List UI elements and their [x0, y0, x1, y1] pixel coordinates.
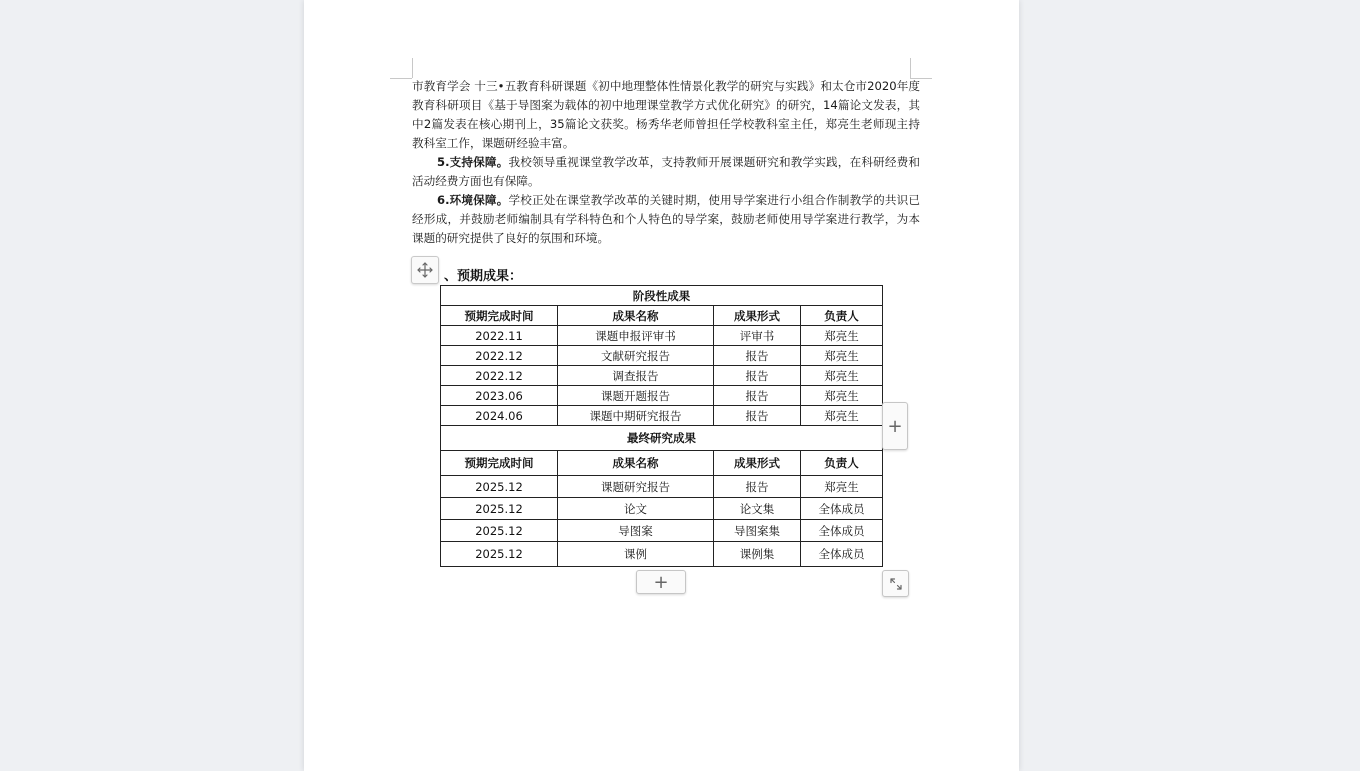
table-row — [441, 542, 883, 567]
add-row-button[interactable] — [636, 570, 686, 594]
add-column-button[interactable] — [882, 402, 908, 450]
header-cell[interactable]: 成果形式 — [714, 306, 801, 326]
body-text[interactable] — [412, 77, 920, 248]
paragraph-environment[interactable] — [412, 191, 920, 248]
table-cell[interactable]: 课例 — [558, 542, 714, 567]
table-cell[interactable]: 课题研究报告 — [558, 476, 714, 498]
table-cell[interactable]: 导图案 — [558, 520, 714, 542]
table-cell[interactable]: 2023.06 — [441, 386, 558, 406]
table-cell[interactable]: 2025.12 — [441, 498, 558, 520]
paragraph-environment-lead: 6.环境保障。 — [437, 193, 509, 207]
crop-mark-top-left-horizontal — [390, 78, 412, 79]
table-row — [441, 346, 883, 366]
table-cell[interactable]: 郑亮生 — [801, 476, 883, 498]
section-heading: 、预期成果： — [444, 269, 523, 284]
table-cell[interactable]: 评审书 — [714, 326, 801, 346]
table-move-handle[interactable] — [411, 256, 439, 284]
table-row — [441, 520, 883, 542]
table-cell[interactable]: 郑亮生 — [801, 386, 883, 406]
table-resize-handle[interactable] — [882, 570, 909, 597]
final-title-cell[interactable]: 最终研究成果 — [441, 426, 883, 451]
table-row — [441, 476, 883, 498]
table-cell[interactable]: 2025.12 — [441, 520, 558, 542]
paragraph-environment-text: 学校正处在课堂教学改革的关键时期，使用导学案进行小组合作制教学的共识已经形成，并鼓励老师编制具有学科特色和个人特色的导学案，鼓励老师使用导学案进行教学，为本课题的研究提供了良好的氛围和环境。 — [412, 193, 920, 245]
table-cell[interactable]: 报告 — [714, 406, 801, 426]
stage-title-cell[interactable]: 阶段性成果 — [441, 286, 883, 306]
table-cell[interactable]: 课例集 — [714, 542, 801, 567]
final-title-row — [441, 426, 883, 451]
table-cell[interactable]: 2025.12 — [441, 542, 558, 567]
table-cell[interactable]: 郑亮生 — [801, 406, 883, 426]
table-cell[interactable]: 全体成员 — [801, 498, 883, 520]
table-cell[interactable]: 课题申报评审书 — [558, 326, 714, 346]
table-cell[interactable]: 郑亮生 — [801, 326, 883, 346]
resize-icon — [888, 576, 904, 592]
table-row — [441, 406, 883, 426]
table-cell[interactable]: 2022.11 — [441, 326, 558, 346]
table-cell[interactable]: 全体成员 — [801, 542, 883, 567]
table-cell[interactable]: 文献研究报告 — [558, 346, 714, 366]
final-header-row — [441, 451, 883, 476]
header-cell[interactable]: 预期完成时间 — [441, 451, 558, 476]
table-cell[interactable]: 全体成员 — [801, 520, 883, 542]
document-page — [304, 0, 1019, 771]
table-cell[interactable]: 郑亮生 — [801, 346, 883, 366]
plus-icon: + — [653, 571, 669, 593]
table-cell[interactable]: 论文集 — [714, 498, 801, 520]
table-row — [441, 498, 883, 520]
table-cell[interactable]: 报告 — [714, 386, 801, 406]
table-cell[interactable]: 报告 — [714, 346, 801, 366]
table-cell[interactable]: 2025.12 — [441, 476, 558, 498]
header-cell[interactable]: 负责人 — [801, 451, 883, 476]
table-cell[interactable]: 报告 — [714, 476, 801, 498]
table-cell[interactable]: 课题开题报告 — [558, 386, 714, 406]
table-row — [441, 326, 883, 346]
results-table[interactable] — [440, 285, 883, 567]
paragraph-support-lead: 5.支持保障。 — [437, 155, 509, 169]
table-cell[interactable]: 导图案集 — [714, 520, 801, 542]
header-cell[interactable]: 成果名称 — [558, 306, 714, 326]
paragraph-1[interactable] — [412, 77, 920, 153]
paragraph-support-text: 我校领导重视课堂教学改革，支持教师开展课题研究和教学实践，在科研经费和活动经费方面也有保障。 — [412, 155, 920, 188]
table-cell[interactable]: 2022.12 — [441, 366, 558, 386]
stage-header-row — [441, 306, 883, 326]
table-row — [441, 366, 883, 386]
header-cell[interactable]: 预期完成时间 — [441, 306, 558, 326]
table-cell[interactable]: 2024.06 — [441, 406, 558, 426]
table-row — [441, 386, 883, 406]
table-cell[interactable]: 调查报告 — [558, 366, 714, 386]
paragraph-1-text: 市教育学会 十三•五教育科研课题《初中地理整体性情景化教学的研究与实践》和太仓市2020年度教育科研项目《基于导图案为载体的初中地理课堂教学方式优化研究》的研究，14篇论文发表，其中2篇发表在核心期刊上，35篇论文获奖。杨秀华老师曾担任学校教科室主任，郑亮生老师现主持教科室工作，课题研经验丰富。 — [412, 79, 920, 150]
crop-mark-top-left-vertical — [412, 58, 413, 78]
crop-mark-top-right-vertical — [910, 58, 911, 78]
table-cell[interactable]: 2022.12 — [441, 346, 558, 366]
table-cell[interactable]: 论文 — [558, 498, 714, 520]
header-cell[interactable]: 负责人 — [801, 306, 883, 326]
table-cell[interactable]: 报告 — [714, 366, 801, 386]
header-cell[interactable]: 成果名称 — [558, 451, 714, 476]
table-cell[interactable]: 课题中期研究报告 — [558, 406, 714, 426]
plus-icon: + — [887, 415, 903, 437]
table-cell[interactable]: 郑亮生 — [801, 366, 883, 386]
stage-title-row — [441, 286, 883, 306]
header-cell[interactable]: 成果形式 — [714, 451, 801, 476]
move-icon — [416, 261, 434, 279]
paragraph-support[interactable] — [412, 153, 920, 191]
